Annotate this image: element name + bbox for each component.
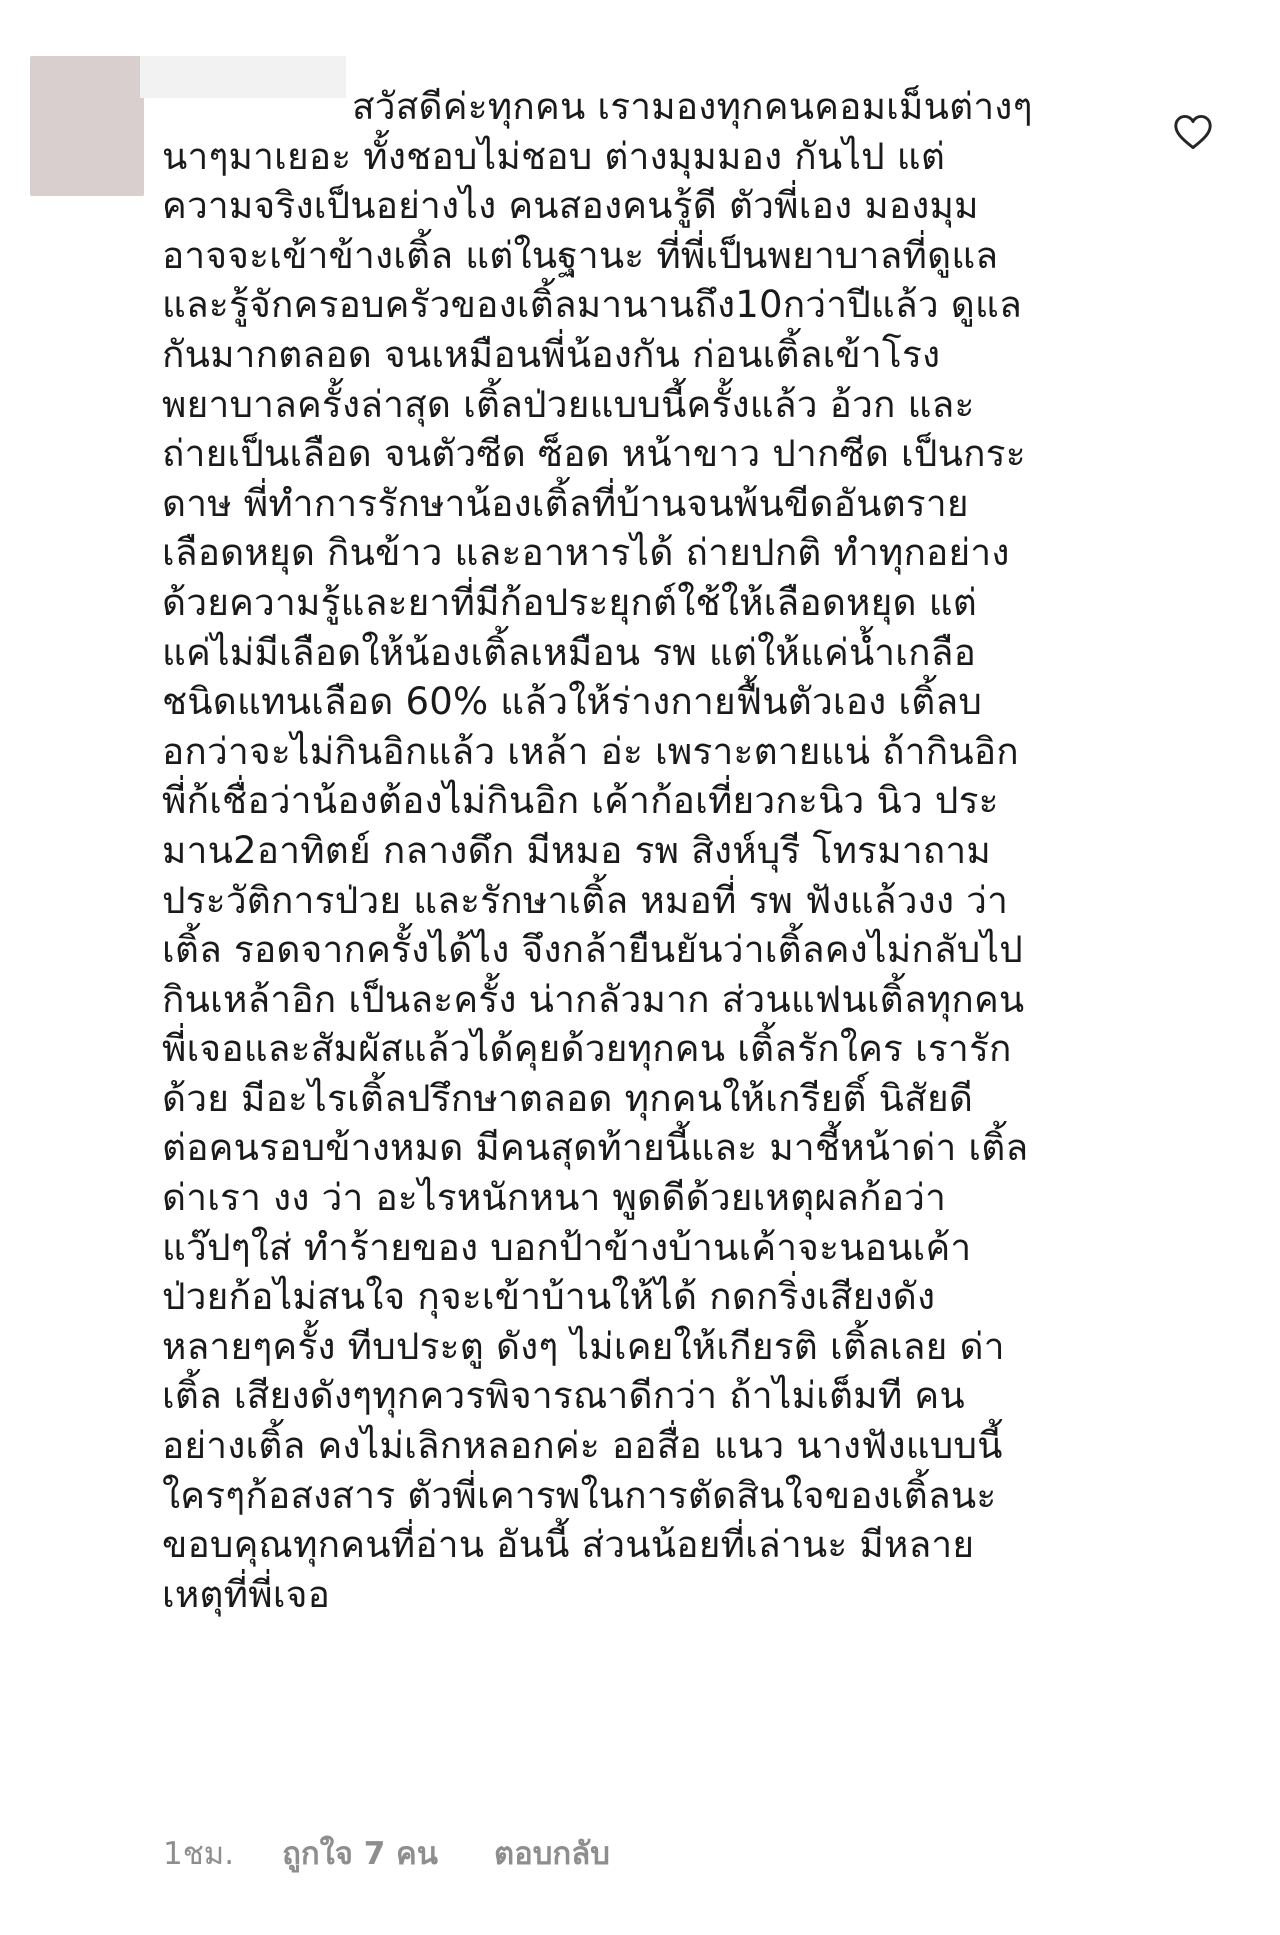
likes-count-button[interactable]: ถูกใจ 7 คน <box>282 1836 438 1872</box>
comment-line: อย่างเติ้ล คงไม่เลิกหลอกค่ะ ออสื่อ แนว นางฟังแบบนี้ <box>162 1424 1003 1468</box>
comment-line: กันมากตลอด จนเหมือนพี่น้องกัน ก่อนเติ้ลเข้าโรง <box>162 332 941 376</box>
reply-button[interactable]: ตอบกลับ <box>494 1836 610 1872</box>
timestamp: 1ชม. <box>163 1836 235 1872</box>
comment-line: แค่ไม่มีเลือดให้น้องเติ้ลเหมือน รพ แต่ให้แค่น้ำเกลือ <box>162 630 977 674</box>
comment-line: อกว่าจะไม่กินอิกแล้ว เหล้า อ่ะ เพราะตายแน่ ถ้ากินอิก <box>162 729 1019 773</box>
comment-line: มาน2อาทิตย์ กลางดึก มีหมอ รพ สิงห์บุรี โทรมาถาม <box>162 828 991 872</box>
comment-line: แว๊ปๆใส่ ทำร้ายของ บอกป้าข้างบ้านเค้าจะนอนเค้า <box>162 1225 972 1269</box>
comment-line: พี่เจอและสัมผัสแล้วได้คุยด้วยทุกคน เติ้ลรักใคร เรารัก <box>162 1027 1012 1071</box>
comment-line: ใครๆก้อสงสาร ตัวพี่เคารพในการตัดสินใจของเติ้ลนะ <box>162 1473 997 1517</box>
comment-line: ถ่ายเป็นเลือด จนตัวซีด ซ็อด หน้าขาว ปากซีด เป็นกระ <box>162 432 1026 476</box>
comment-line: ชนิดแทนเลือด 60% แล้วให้ร่างกายฟื้นตัวเอง เติ้ลบ <box>162 680 983 724</box>
comment-line: นาๆมาเยอะ ทั้งชอบไม่ชอบ ต่างมุมมอง กันไป แต่ <box>162 134 946 178</box>
comment-line: ป่วยก้อไม่สนใจ กุจะเข้าบ้านให้ได้ กดกริ่งเสียงดัง <box>162 1275 936 1319</box>
comment-line: ด้วย มีอะไรเติ้ลปรึกษาตลอด ทุกคนให้เกรียติ์ นิสัยดี <box>162 1076 974 1120</box>
comment-line: พี่ก้เชื่อว่าน้องต้องไม่กินอิก เค้าก้อเที่ยวกะนิว นิว ประ <box>162 779 999 823</box>
comment-line: เลือดหยุด กินข้าว และอาหารได้ ถ่ายปกติ ทำทุกอย่าง <box>162 531 1010 575</box>
comment-line: เหตุที่พี่เจอ <box>162 1572 330 1616</box>
avatar[interactable] <box>30 56 144 196</box>
comment-meta <box>163 1828 610 1878</box>
comment-line: สวัสดีค่ะทุกคน เรามองทุกคนคอมเม็นต่างๆ <box>352 85 1033 128</box>
comment-line: พยาบาลครั้งล่าสุด เติ้ลป่วยแบบนี้ครั้งแล้ว อ้วก และ <box>162 382 975 426</box>
comment-line: อาจจะเข้าข้างเติ้ล แต่ในฐานะ ที่พี่เป็นพยาบาลที่ดูแล <box>162 233 999 277</box>
comment-line: เติ้ล เสียงดังๆทุกควรพิจารณาดีกว่า ถ้าไม่เต็มที คน <box>162 1374 965 1418</box>
comment-line: หลายๆครั้ง ทีบประตู ดังๆ ไม่เคยให้เกียรติ เติ้ลเลย ด่า <box>162 1324 1005 1368</box>
comment-line: ด้วยความรู้และยาที่มีก้อประยุกต์ใช้ให้เลือดหยุด แต่ <box>162 580 977 624</box>
comment-text <box>162 82 1122 1619</box>
comment-line: ต่อคนรอบข้างหมด มีคนสุดท้ายนี้และ มาชี้หน้าด่า เติ้ล <box>162 1126 1029 1170</box>
comment-line: ขอบคุณทุกคนที่อ่าน อันนี้ ส่วนน้อยที่เล่านะ มีหลาย <box>162 1523 975 1567</box>
comment-line: เติ้ล รอดจากครั้งได้ไง จึงกล้ายืนยันว่าเติ้ลคงไม่กลับไป <box>162 928 1023 972</box>
comment-line: และรู้จักครอบครัวของเติ้ลมานานถึง10กว่าปีแล้ว ดูแล <box>162 283 1022 327</box>
comment-line: ดาษ พี่ทำการรักษาน้องเติ้ลที่บ้านจนพ้นขีดอันตราย <box>162 481 969 525</box>
comment-line: ประวัติการป่วย และรักษาเติ้ล หมอที่ รพ ฟังแล้วงง ว่า <box>162 878 1009 922</box>
comment-line: ความจริงเป็นอย่างไง คนสองคนรู้ดี ตัวพี่เอง มองมุม <box>162 184 979 228</box>
comment-line: กินเหล้าอิก เป็นละครั้ง น่ากลัวมาก ส่วนแฟนเติ้ลทุกคน <box>162 977 1025 1021</box>
heart-outline-icon[interactable] <box>1173 114 1213 150</box>
comment-line: ด่าเรา งง ว่า อะไรหนักหนา พูดดีด้วยเหตุผลก้อว่า <box>162 1176 947 1220</box>
